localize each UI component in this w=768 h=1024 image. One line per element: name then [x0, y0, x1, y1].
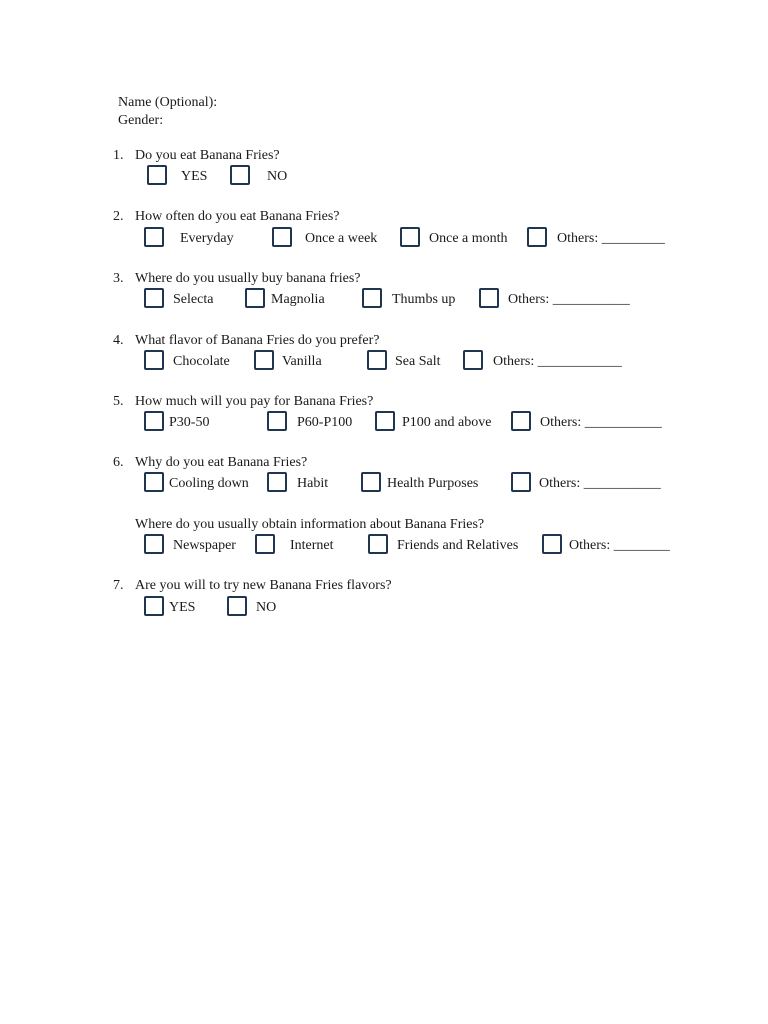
- option-label: P30-50: [169, 415, 210, 430]
- checkbox[interactable]: [267, 472, 287, 492]
- checkbox[interactable]: [479, 288, 499, 308]
- option-label: Friends and Relatives: [397, 538, 519, 553]
- checkbox[interactable]: [511, 472, 531, 492]
- checkbox[interactable]: [400, 227, 420, 247]
- question-5: [113, 393, 373, 411]
- option-label: Sea Salt: [395, 354, 441, 369]
- checkbox[interactable]: [463, 350, 483, 370]
- option-label: Internet: [290, 538, 334, 553]
- option-label: Others: _________: [557, 231, 665, 246]
- checkbox[interactable]: [527, 227, 547, 247]
- question-number: 3.: [113, 271, 124, 286]
- checkbox[interactable]: [144, 596, 164, 616]
- question-text: How much will you pay for Banana Fries?: [135, 394, 374, 409]
- question-number: 7.: [113, 578, 124, 593]
- checkbox[interactable]: [267, 411, 287, 431]
- question-number: 6.: [113, 455, 124, 470]
- question-number: 1.: [113, 148, 124, 163]
- question-number: 4.: [113, 333, 124, 348]
- question-7: [113, 577, 392, 595]
- option-label: Chocolate: [173, 354, 230, 369]
- option-label: Cooling down: [169, 476, 249, 491]
- option-label: Once a month: [429, 231, 508, 246]
- option-label: Others: ___________: [508, 292, 630, 307]
- checkbox[interactable]: [368, 534, 388, 554]
- checkbox[interactable]: [511, 411, 531, 431]
- option-label: P60-P100: [297, 415, 353, 430]
- question-3: [113, 270, 360, 288]
- checkbox[interactable]: [144, 534, 164, 554]
- checkbox[interactable]: [361, 472, 381, 492]
- gender-label: Gender:: [118, 113, 164, 128]
- checkbox[interactable]: [144, 288, 164, 308]
- checkbox[interactable]: [542, 534, 562, 554]
- option-label: NO: [256, 600, 277, 615]
- checkbox[interactable]: [144, 472, 164, 492]
- question-number: 2.: [113, 209, 124, 224]
- option-label: Health Purposes: [387, 476, 479, 491]
- option-label: Others: ________: [569, 538, 670, 553]
- question-1: [113, 147, 280, 165]
- question-text: Why do you eat Banana Fries?: [135, 455, 308, 470]
- checkbox[interactable]: [144, 411, 164, 431]
- checkbox[interactable]: [375, 411, 395, 431]
- option-label: Others: ___________: [540, 415, 662, 430]
- option-label: Vanilla: [282, 354, 322, 369]
- question-4: [113, 332, 380, 350]
- checkbox[interactable]: [367, 350, 387, 370]
- question-number: 5.: [113, 394, 124, 409]
- checkbox[interactable]: [272, 227, 292, 247]
- question-text: Where do you usually buy banana fries?: [135, 271, 361, 286]
- option-label: Magnolia: [271, 292, 325, 307]
- checkbox[interactable]: [144, 350, 164, 370]
- checkbox[interactable]: [144, 227, 164, 247]
- question-information-source: [113, 516, 484, 534]
- question-text: What flavor of Banana Fries do you prefer?: [135, 333, 380, 348]
- question-2: [113, 208, 340, 226]
- option-label: Habit: [297, 476, 329, 491]
- option-label: Others: ____________: [493, 354, 622, 369]
- question-text: Are you will to try new Banana Fries flavors?: [135, 578, 392, 593]
- checkbox[interactable]: [255, 534, 275, 554]
- option-label: Selecta: [173, 292, 214, 307]
- option-label: YES: [169, 600, 196, 615]
- option-label: YES: [181, 169, 208, 184]
- question-text: How often do you eat Banana Fries?: [135, 209, 340, 224]
- option-label: Thumbs up: [392, 292, 456, 307]
- checkbox[interactable]: [147, 165, 167, 185]
- checkbox[interactable]: [230, 165, 250, 185]
- option-label: Newspaper: [173, 538, 236, 553]
- checkbox[interactable]: [227, 596, 247, 616]
- name-label: Name (Optional):: [118, 95, 218, 110]
- option-label: NO: [267, 169, 288, 184]
- checkbox[interactable]: [245, 288, 265, 308]
- question-text: Do you eat Banana Fries?: [135, 148, 280, 163]
- checkbox[interactable]: [254, 350, 274, 370]
- option-label: P100 and above: [402, 415, 492, 430]
- question-6: [113, 454, 307, 472]
- option-label: Others: ___________: [539, 476, 661, 491]
- checkbox[interactable]: [362, 288, 382, 308]
- option-label: Once a week: [305, 231, 378, 246]
- question-text: Where do you usually obtain information about Banana Fries?: [135, 517, 485, 532]
- option-label: Everyday: [180, 231, 234, 246]
